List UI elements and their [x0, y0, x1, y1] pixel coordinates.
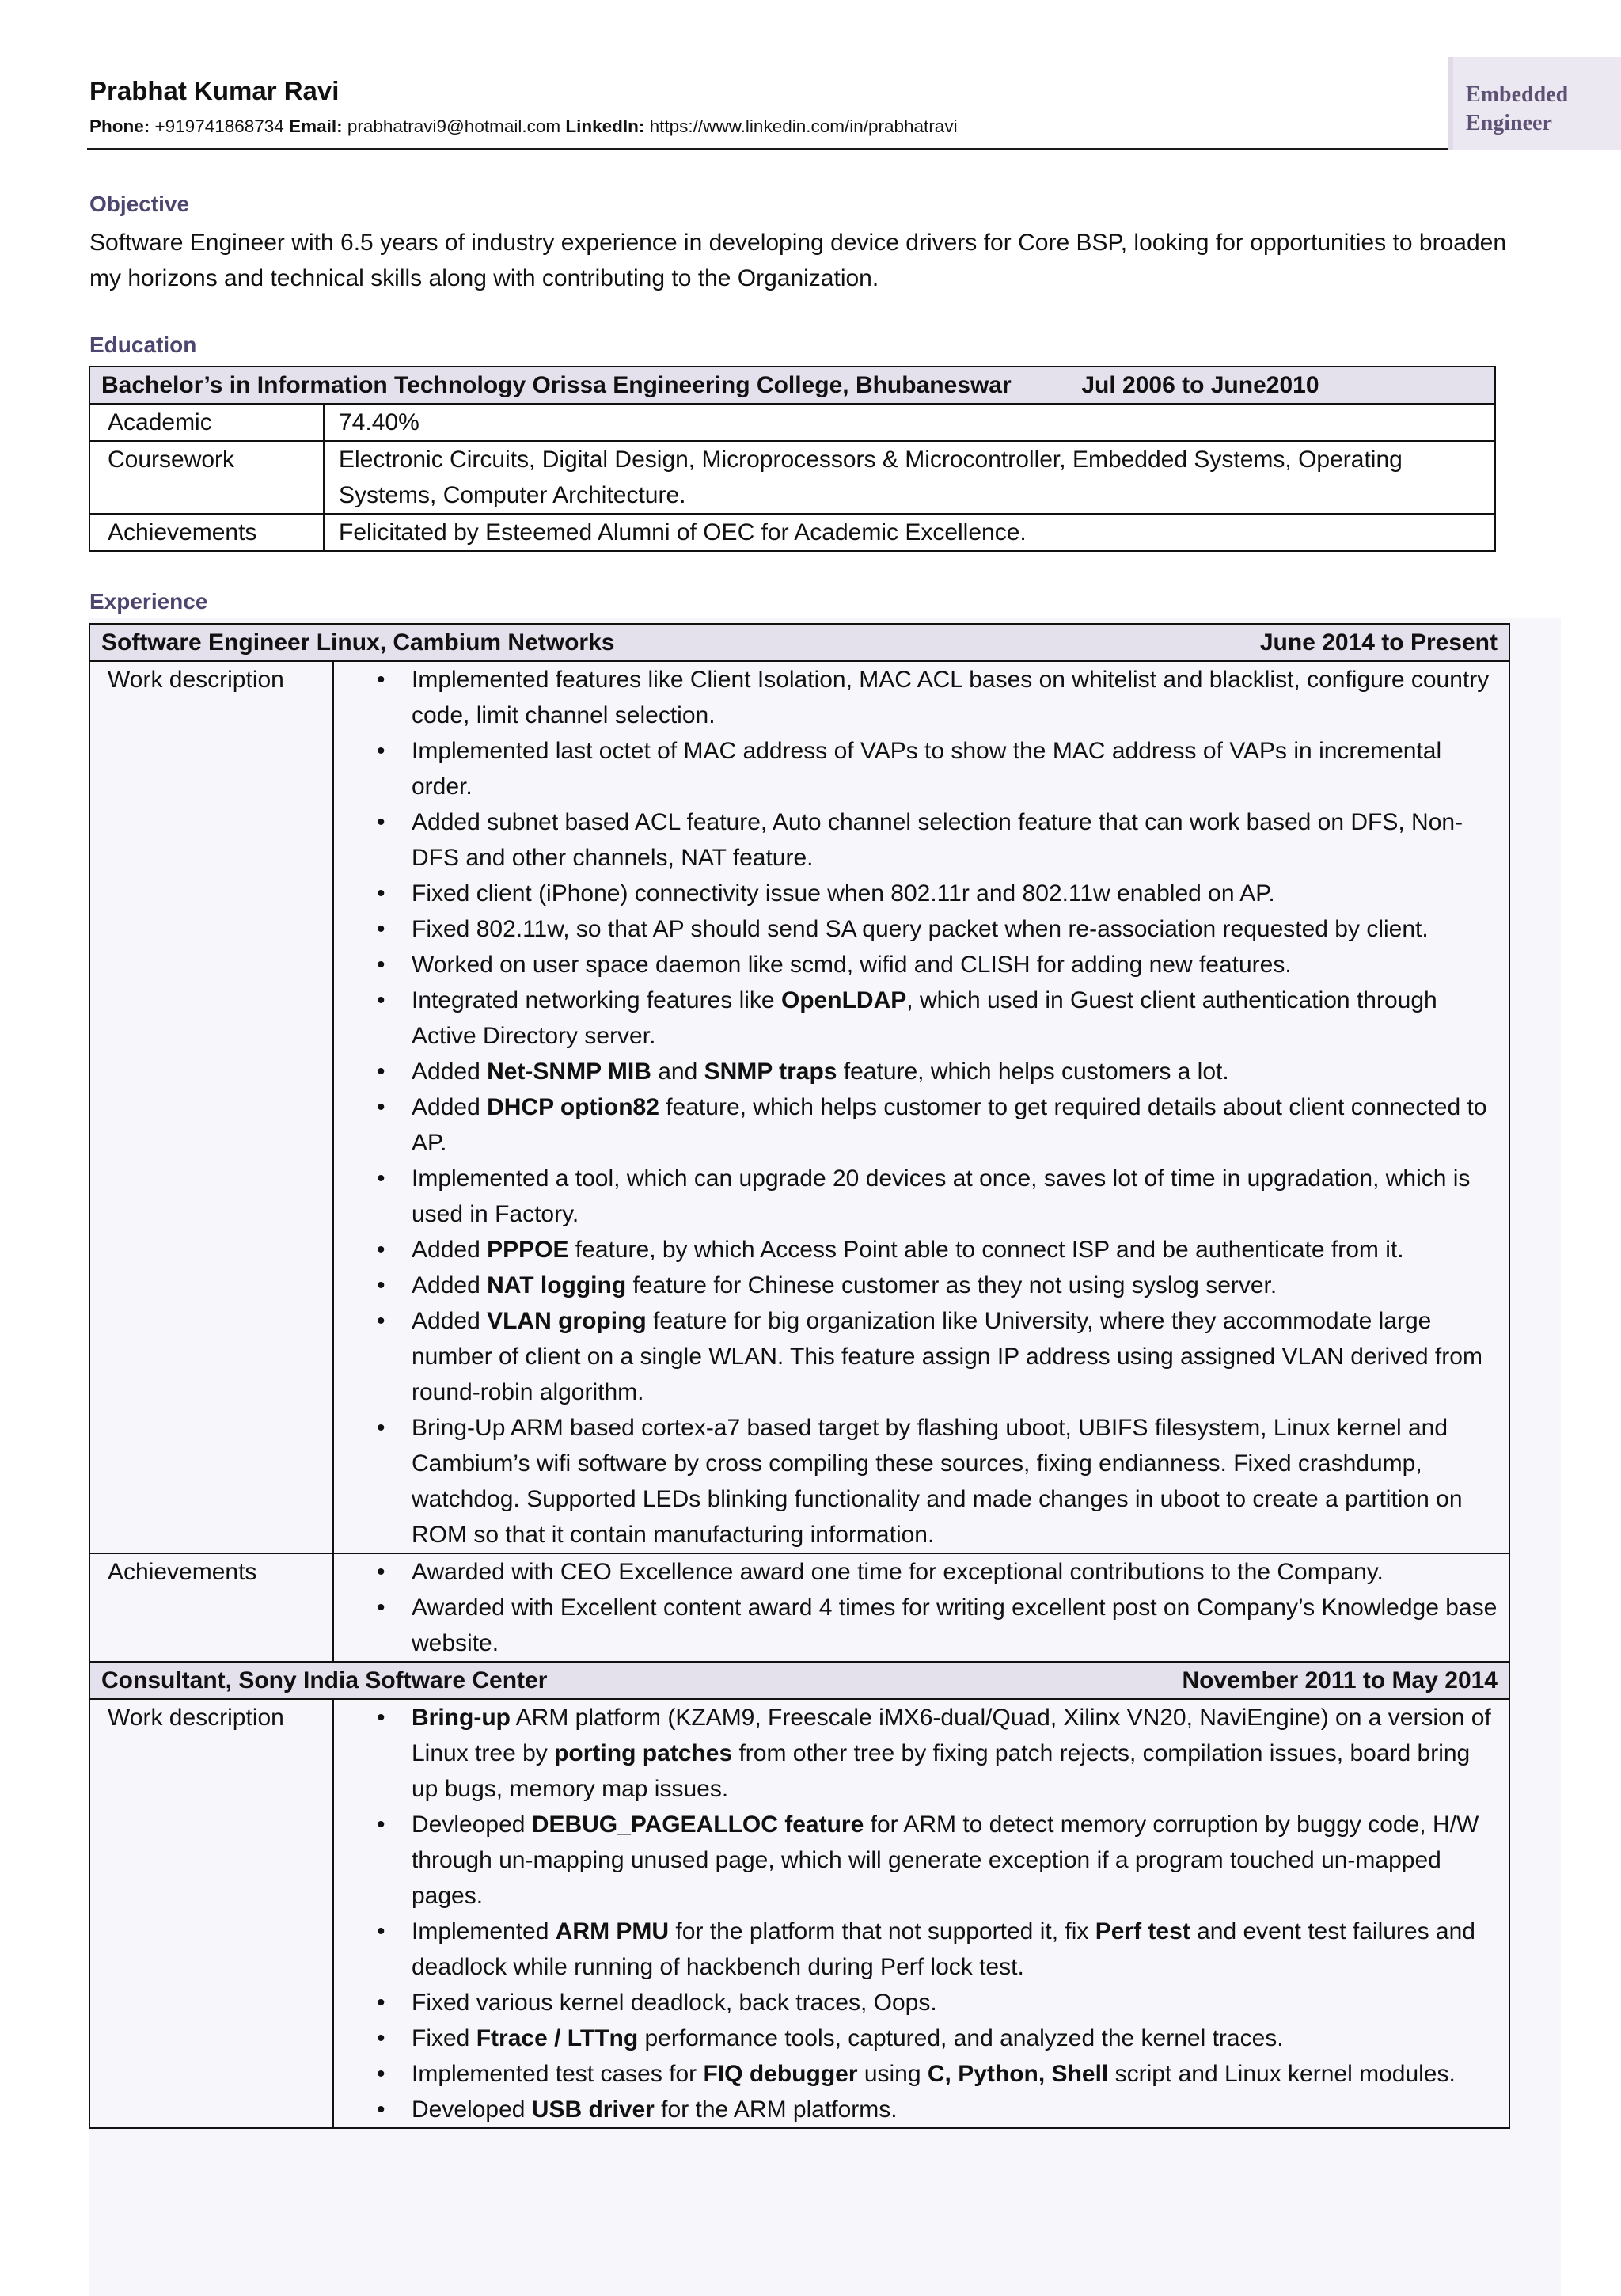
job-header-row: [89, 1662, 1509, 1699]
education-header-row: [89, 367, 1495, 404]
bullet-text: using: [857, 2061, 928, 2087]
education-title: Education: [89, 333, 197, 357]
bullet-list: [348, 1700, 1498, 2127]
education-row-value: Electronic Circuits, Digital Design, Microprocessors & Microcontroller, Embedded Systems, Operating Systems, Computer Architecture.: [324, 441, 1495, 514]
bullet-bold-text: ARM PMU: [555, 1918, 670, 1944]
bullet-text: Added: [412, 1272, 488, 1298]
bullet-text: for the platform that not supported it, fix: [669, 1918, 1095, 1944]
bullet-bold-text: DEBUG_PAGEALLOC feature: [531, 1811, 864, 1838]
bullet-text: Fixed various kernel deadlock, back traces, Oops.: [412, 1990, 937, 2016]
bullet-item: [412, 1410, 1498, 1553]
bullet-text: feature for big organization like University, where they accommodate large number of client on a single WLAN. This feature assign IP address using assigned VLAN derived from round-robin algorithm.: [412, 1308, 1482, 1405]
bullet-text: for the ARM platforms.: [654, 2096, 898, 2123]
bullet-text: Added: [412, 1094, 488, 1120]
education-row: [89, 404, 1495, 441]
role-line-2: Engineer: [1466, 111, 1552, 135]
education-row-value: 74.40%: [324, 404, 1495, 441]
work-description-cell: [333, 1699, 1509, 2128]
phone-label: Phone:: [89, 116, 150, 136]
bullet-item: [412, 1807, 1498, 1914]
bullet-item: [412, 2056, 1498, 2092]
bullet-bold-text: Perf test: [1095, 1918, 1190, 1944]
bullet-item: [412, 1303, 1498, 1410]
bullet-bold-text: porting patches: [554, 1740, 733, 1766]
work-description-label: Work description: [89, 661, 333, 1553]
bullet-item: [412, 1554, 1498, 1590]
role-badge: [1448, 57, 1621, 150]
bullet-item: [412, 2020, 1498, 2056]
email-value[interactable]: prabhatravi9@hotmail.com: [347, 116, 561, 136]
bullet-text: from other tree by fixing patch rejects, compilation issues, board bring up bugs, memory map issues.: [412, 1740, 1471, 1802]
bullet-bold-text: Ftrace / LTTng: [476, 2025, 639, 2051]
bullet-item: [412, 1089, 1498, 1161]
job-header-row: [89, 624, 1509, 661]
education-table: [89, 366, 1496, 552]
bullet-bold-text: FIQ debugger: [703, 2061, 858, 2087]
linkedin-url[interactable]: https://www.linkedin.com/in/prabhatravi: [649, 116, 958, 136]
degree-title: Bachelor’s in Information Technology Orissa Engineering College, Bhubaneswar: [101, 372, 1012, 398]
bullet-text: Implemented features like Client Isolation, MAC ACL bases on whitelist and blacklist, configure country code, limit channel selection.: [412, 667, 1490, 728]
job-header-cell: [89, 624, 1509, 661]
email-label: Email:: [289, 116, 343, 136]
education-row-label: Coursework: [89, 441, 324, 514]
education-row-label: Academic: [89, 404, 324, 441]
bullet-bold-text: SNMP traps: [704, 1059, 837, 1085]
bullet-item: [412, 876, 1498, 911]
bullet-text: Developed: [412, 2096, 532, 2123]
job-dates: June 2014 to Present: [1259, 629, 1498, 656]
bullet-bold-text: Net-SNMP MIB: [487, 1059, 651, 1085]
work-description-cell: [333, 661, 1509, 1553]
bullet-text: Added: [412, 1237, 488, 1263]
bullet-bold-text: C, Python, Shell: [927, 2061, 1109, 2087]
job-dates: November 2011 to May 2014: [1182, 1667, 1498, 1693]
linkedin-label: LinkedIn:: [565, 116, 645, 136]
bullet-text: for ARM to detect memory corruption by buggy code, H/W through un-mapping unused page, which will generate exception if a program touched un-mapped pages.: [412, 1811, 1479, 1909]
phone-value: +919741868734: [154, 116, 284, 136]
bullet-item: [412, 1054, 1498, 1089]
job-work-row: [89, 1699, 1509, 2128]
bullet-item: [412, 1590, 1498, 1661]
bullet-text: , which used in Guest client authentication through Active Directory server.: [412, 987, 1437, 1049]
role-line-1: Embedded: [1466, 82, 1569, 107]
achievements-label: Achievements: [89, 1553, 333, 1662]
bullet-bold-text: NAT logging: [487, 1272, 627, 1298]
bullet-item: [412, 662, 1498, 733]
job-achievements-row: [89, 1553, 1509, 1662]
bullet-text: feature, which helps customers a lot.: [837, 1059, 1229, 1085]
bullet-text: Awarded with Excellent content award 4 times for writing excellent post on Company’s Knowledge base website.: [412, 1595, 1498, 1656]
bullet-item: [412, 1268, 1498, 1303]
bullet-item: [412, 804, 1498, 876]
objective-title: Objective: [89, 192, 190, 216]
bullet-text: Added: [412, 1059, 488, 1085]
bullet-list: [348, 1554, 1498, 1661]
education-row: [89, 441, 1495, 514]
bullet-text: performance tools, captured, and analyzed the kernel traces.: [638, 2025, 1284, 2051]
bullet-text: feature, which helps customer to get required details about client connected to AP.: [412, 1094, 1487, 1156]
bullet-text: Fixed client (iPhone) connectivity issue when 802.11r and 802.11w enabled on AP.: [412, 880, 1275, 907]
experience-table: [89, 623, 1510, 2129]
bullet-text: Implemented test cases for: [412, 2061, 704, 2087]
education-header-cell: [89, 367, 1495, 404]
bullet-item: [412, 733, 1498, 804]
bullet-text: Fixed 802.11w, so that AP should send SA query packet when re-association requested by client.: [412, 916, 1429, 942]
bullet-text: script and Linux kernel modules.: [1108, 2061, 1456, 2087]
bullet-text: Worked on user space daemon like scmd, wifid and CLISH for adding new features.: [412, 952, 1292, 978]
objective-text: Software Engineer with 6.5 years of industry experience in developing device drivers for Core BSP, looking for opportunities to broaden my horizons and technical skills along with contributing to the Organization.: [89, 230, 1506, 291]
education-dates: Jul 2006 to June2010: [1081, 372, 1319, 398]
bullet-item: [412, 1232, 1498, 1268]
bullet-bold-text: Bring-up: [412, 1705, 511, 1731]
bullet-text: Implemented last octet of MAC address of VAPs to show the MAC address of VAPs in incremental order.: [412, 738, 1442, 800]
header-divider: [87, 148, 1512, 150]
bullet-item: [412, 947, 1498, 983]
bullet-text: Integrated networking features like: [412, 987, 781, 1013]
bullet-list: [348, 662, 1498, 1553]
bullet-item: [412, 1985, 1498, 2020]
bullet-text: and: [651, 1059, 704, 1085]
bullet-text: Devleoped: [412, 1811, 532, 1838]
bullet-bold-text: USB driver: [531, 2096, 655, 2123]
job-title: Software Engineer Linux, Cambium Networks: [101, 629, 615, 656]
bullet-text: ARM platform (KZAM9, Freescale iMX6-dual/Quad, Xilinx VN20, NaviEngine) on a version of Linux tree by: [412, 1705, 1491, 1766]
bullet-bold-text: OpenLDAP: [780, 987, 907, 1013]
bullet-text: Implemented: [412, 1918, 556, 1944]
education-row-label: Achievements: [89, 514, 324, 551]
candidate-name: Prabhat Kumar Ravi: [89, 76, 340, 105]
education-row-value: Felicitated by Esteemed Alumni of OEC for Academic Excellence.: [324, 514, 1495, 551]
bullet-text: Implemented a tool, which can upgrade 20 devices at once, saves lot of time in upgradation, which is used in Factory.: [412, 1165, 1471, 1227]
job-title: Consultant, Sony India Software Center: [101, 1667, 548, 1693]
contact-line: [89, 116, 958, 137]
bullet-item: [412, 2092, 1498, 2127]
bullet-bold-text: PPPOE: [487, 1237, 569, 1263]
bullet-item: [412, 1161, 1498, 1232]
bullet-text: and event test failures and deadlock while running of hackbench during Perf lock test.: [412, 1918, 1475, 1980]
bullet-item: [412, 911, 1498, 947]
job-work-row: [89, 661, 1509, 1553]
experience-title: Experience: [89, 589, 208, 614]
work-description-label: Work description: [89, 1699, 333, 2128]
bullet-text: feature, by which Access Point able to connect ISP and be authenticate from it.: [568, 1237, 1404, 1263]
bullet-text: Bring-Up ARM based cortex-a7 based target by flashing uboot, UBIFS filesystem, Linux kernel and Cambium’s wifi software by cross compiling these sources, fixing endianness. Fixed crashdump, watchdog. Supported LEDs blinking functionality and made changes in uboot to create a partition on ROM so that it contain manufacturing information.: [412, 1415, 1463, 1548]
bullet-bold-text: DHCP option82: [487, 1094, 659, 1120]
job-header-cell: [89, 1662, 1509, 1699]
bullet-item: [412, 1700, 1498, 1807]
bullet-text: Added: [412, 1308, 488, 1334]
bullet-text: Added subnet based ACL feature, Auto channel selection feature that can work based on DFS, Non-DFS and other channels, NAT feature.: [412, 809, 1463, 871]
bullet-text: Awarded with CEO Excellence award one time for exceptional contributions to the Company.: [412, 1559, 1384, 1585]
bullet-item: [412, 1914, 1498, 1985]
achievements-cell: [333, 1553, 1509, 1662]
education-row: [89, 514, 1495, 551]
bullet-bold-text: VLAN groping: [487, 1308, 647, 1334]
bullet-text: Fixed: [412, 2025, 476, 2051]
bullet-item: [412, 983, 1498, 1054]
bullet-text: feature for Chinese customer as they not using syslog server.: [626, 1272, 1277, 1298]
